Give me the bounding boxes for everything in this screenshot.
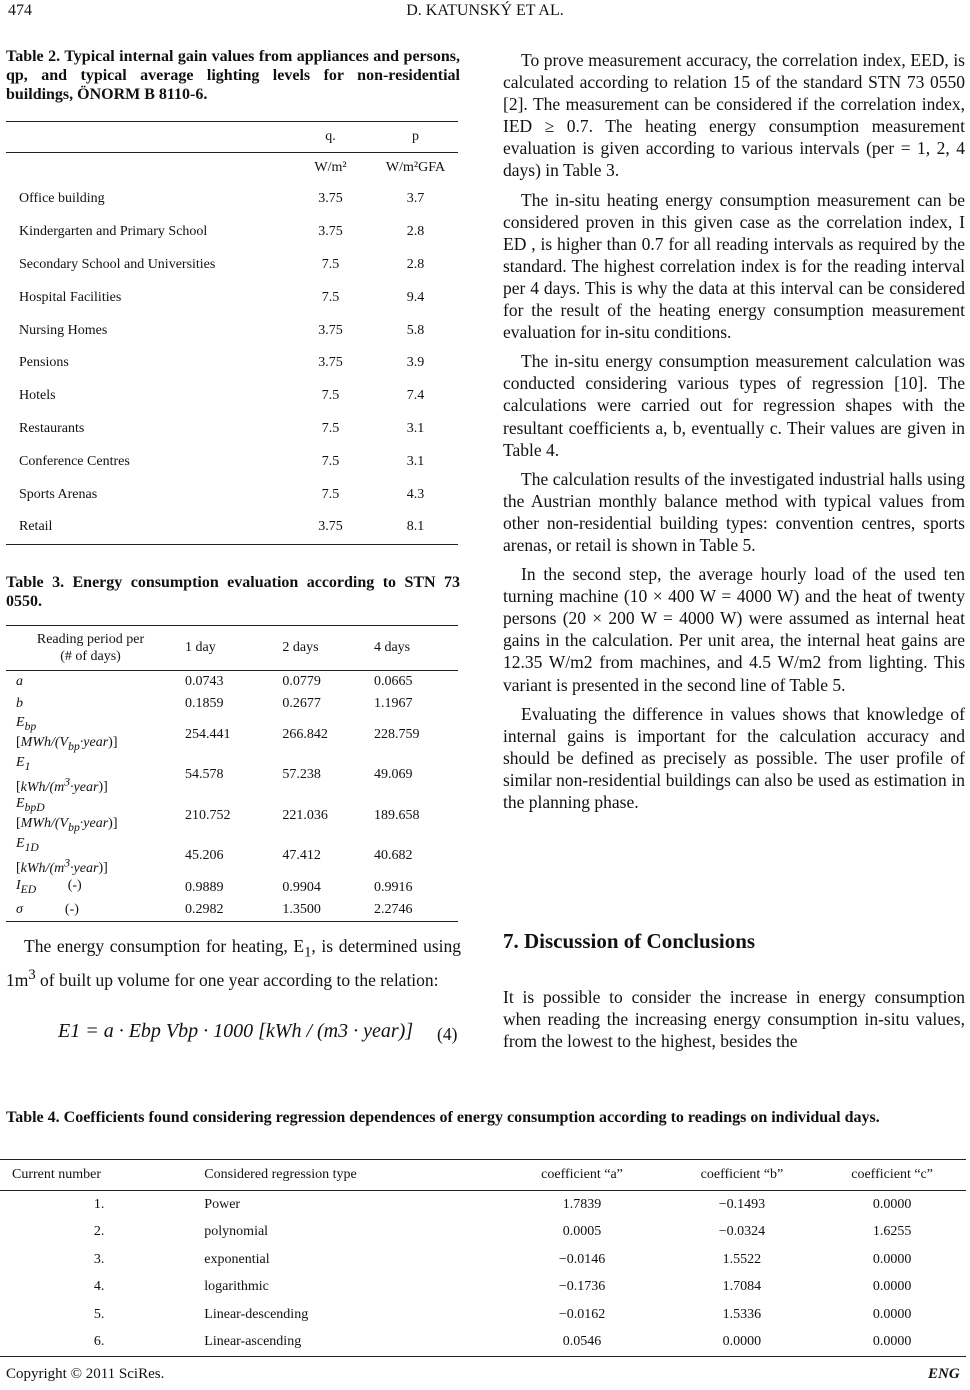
equation-number: (4): [437, 1024, 458, 1044]
t3-row-label: $E_{bpD}$ $[MWh/(V_{bp}\cdot year)]$: [16, 796, 118, 834]
t3-header-col: 2 days: [282, 640, 319, 655]
t3-cell: 1.3500: [282, 902, 321, 918]
t4-header: coefficient “b”: [700, 1167, 784, 1182]
t2-row-p: 8.1: [406, 519, 425, 535]
t4-cell: 0.0005: [562, 1224, 602, 1240]
t2-row-p: 2.8: [406, 224, 425, 240]
t3-cell: 57.238: [282, 767, 321, 783]
t2-row-name: Hospital Facilities: [19, 289, 122, 305]
t2-row-p: 9.4: [406, 289, 425, 305]
running-header-authors: D. KATUNSKÝ ET AL.: [406, 2, 564, 19]
t4-cell: Linear-ascending: [204, 1334, 302, 1350]
t4-cell: 1.6255: [872, 1224, 912, 1240]
t3-row-label: $E_1$ $[kWh/(m^3\cdot year)]$: [16, 754, 108, 796]
t3-cell: 0.9904: [282, 880, 321, 896]
t3-row-label: $I_{ED}$ (-): [16, 878, 82, 896]
t4-cell: Power: [204, 1196, 241, 1212]
t3-header-col: 4 days: [373, 640, 411, 655]
t2-row-name: Hotels: [19, 388, 56, 404]
t2-row-name: Sports Arenas: [19, 486, 98, 502]
table2-caption: Table 2. Typical internal gain values from appliances and persons, qp, and typical average lighting levels for non-residential buildings, ÖNORM B 8110-6.: [6, 48, 460, 103]
t4-cell: −0.1736: [558, 1279, 606, 1295]
t4-cell: −0.1493: [718, 1196, 766, 1212]
t3-cell: 45.206: [185, 848, 224, 864]
t3-cell: 49.069: [373, 767, 413, 783]
t2-row-p: 3.9: [406, 355, 425, 371]
t2-row-q: 7.5: [321, 453, 340, 469]
equation-4: E1 = a · Ebp Vbp · 1000 [kWh / (m3 · year)]: [58, 1020, 414, 1042]
t4-cell: exponential: [204, 1251, 270, 1267]
table3-caption: Table 3. Energy consumption evaluation according to STN 73 0550.: [6, 574, 460, 610]
t4-cell: 1.7084: [722, 1279, 762, 1295]
t2-row-q: 3.75: [318, 519, 343, 535]
t2-row-name: Restaurants: [19, 420, 85, 436]
t3-header-label-2: (# of days): [60, 649, 121, 664]
t2-unit-p: W/m²GFA: [385, 160, 446, 175]
t2-row-q: 7.5: [321, 289, 340, 305]
t4-cell: 0.0000: [872, 1196, 912, 1212]
t2-row-p: 7.4: [406, 388, 425, 404]
t2-row-p: 4.3: [406, 486, 425, 502]
table4-caption: Table 4. Coefficients found considering regression dependences of energy consumption according to readings on individual days.: [6, 1109, 880, 1126]
t2-header-q: q.: [325, 129, 336, 144]
t3-cell: 0.2982: [185, 902, 224, 918]
t2-row-q: 7.5: [321, 420, 340, 436]
t3-header-label: Reading period per: [36, 632, 145, 647]
t2-row-name: Secondary School and Universities: [19, 256, 216, 272]
t2-row-q: 3.75: [318, 191, 343, 207]
t2-row-p: 2.8: [406, 256, 425, 272]
t3-cell: 210.752: [185, 807, 231, 823]
para-second-step: In the second step, the average hourly load of the used ten turning machine (10 × 400 W = 4000 W) and the heat of twenty persons (20 × 200 W = 4000 W) were assumed as internal heat gains in the calculation. Per unit area, the internal heat gains are 12.35 W/m2 from machines, and 4.5 W/m2 from lighting. This variant is presented in the second line of Table 5.: [503, 564, 965, 695]
t4-cell: 4.: [93, 1279, 105, 1295]
t4-cell: 0.0000: [722, 1334, 762, 1350]
t2-row-q: 3.75: [318, 355, 343, 371]
left-paragraph: The energy consumption for heating, $E_1$, is determined using $1m^3$ of built up volume for one year according to the relation:: [6, 936, 461, 990]
footer-journal: ENG: [928, 1366, 960, 1382]
t2-row-q: 3.75: [318, 224, 343, 240]
t3-cell: 228.759: [373, 726, 420, 742]
t3-cell: 0.2677: [282, 696, 321, 711]
t4-header: coefficient “c”: [851, 1167, 933, 1182]
t2-row-name: Pensions: [19, 355, 69, 371]
para-results: The calculation results of the investigated industrial halls using the Austrian monthly balance method with typical values from other non-residential building types: convention centres, sports arenas, or retail is shown in Table 5.: [503, 468, 965, 555]
t3-row-label: a: [16, 674, 23, 689]
t3-cell: 2.2746: [373, 902, 413, 918]
t2-row-name: Conference Centres: [19, 453, 130, 469]
t4-cell: −0.0324: [718, 1224, 766, 1240]
t2-row-q: 7.5: [321, 256, 340, 272]
t4-cell: 1.5522: [722, 1251, 762, 1267]
right-column-text: [503, 49, 965, 813]
section-heading: 7. Discussion of Conclusions: [503, 929, 756, 953]
t3-cell: 54.578: [185, 767, 224, 783]
t2-row-p: 3.1: [406, 420, 425, 436]
footer-copyright: Copyright © 2011 SciRes.: [6, 1366, 165, 1382]
t2-header-p: p: [412, 129, 419, 144]
t3-cell: 0.1859: [185, 696, 224, 711]
section-paragraph: It is possible to consider the increase in energy consumption when reading the increasing energy consumption in-situ values, from the lowest to the highest, besides the: [503, 987, 965, 1052]
t4-cell: 0.0000: [872, 1334, 912, 1350]
t3-row-label: $E_{bp}$ $[MWh/(V_{bp}\cdot year)]$: [16, 715, 118, 753]
para-correlation: To prove measurement accuracy, the correlation index, EED, is calculated according to relation 15 of the standard STN 73 0550 [2]. The measurement can be considered if the correlation index, IED ≥ 0.7. The heating energy consumption measurement evaluation is given according to various intervals (per = 1, 2, 4 days) in Table 3.: [503, 50, 965, 181]
t3-cell: 0.0665: [373, 674, 413, 689]
t2-row-q: 3.75: [318, 322, 343, 338]
t3-cell: 0.9916: [373, 880, 413, 896]
t4-cell: 2.: [93, 1224, 105, 1240]
t2-row-p: 3.1: [406, 453, 425, 469]
t2-unit-q: W/m²: [314, 160, 347, 175]
t3-cell: 47.412: [282, 848, 321, 864]
table4: [0, 1159, 966, 1357]
t4-cell: 3.: [93, 1251, 105, 1267]
t4-cell: polynomial: [204, 1224, 269, 1240]
t4-cell: Linear-descending: [204, 1306, 309, 1322]
t3-cell: 221.036: [282, 807, 328, 823]
t2-row-name: Retail: [19, 519, 53, 535]
t3-cell: 0.9889: [185, 880, 224, 896]
para-in-situ: The in-situ heating energy consumption measurement can be considered proven in this given case as the correlation index, I ED , is higher than 0.7 for all reading intervals as required by the standard. The highest correlation index is for the reading interval per 4 days. This is why the data at this interval can be considered for the result of the heating energy consumption measurement evaluation for in-situ conditions.: [503, 189, 965, 343]
t4-header: Current number: [12, 1167, 102, 1182]
t3-row-label: σ (-): [16, 902, 79, 918]
table2: [6, 122, 458, 545]
t3-header-col: 1 day: [185, 640, 216, 655]
t4-cell: 0.0546: [562, 1334, 602, 1350]
t4-cell: 1.7839: [562, 1196, 602, 1212]
t2-row-name: Kindergarten and Primary School: [19, 224, 208, 240]
t4-header: coefficient “a”: [541, 1167, 623, 1182]
table3: [6, 625, 458, 922]
t4-cell: 0.0000: [872, 1306, 912, 1322]
para-evaluating: Evaluating the difference in values shows that knowledge of internal gains is important for the calculation accuracy and should be defined as precisely as possible. The user profile of similar non-residential buildings can also be used as estimation in the planning phase.: [503, 703, 965, 812]
t2-row-q: 7.5: [321, 388, 340, 404]
t3-cell: 1.1967: [373, 696, 413, 711]
t3-cell: 40.682: [373, 848, 413, 864]
para-regression: The in-situ energy consumption measurement calculation was conducted considering various types of regression [10]. The calculations were carried out for regression shapes with the resultant coefficients a, b, eventually c. Their values are given in Table 4.: [503, 351, 965, 460]
t3-row-label: b: [16, 696, 23, 711]
t4-cell: logarithmic: [204, 1279, 269, 1295]
t4-cell: 5.: [93, 1306, 105, 1322]
t4-header: Considered regression type: [204, 1167, 357, 1182]
t3-row-label: $E_{1D}$ $[kWh/(m^3\cdot year)]$: [16, 835, 108, 877]
t4-cell: 0.0000: [872, 1279, 912, 1295]
t4-cell: 1.5336: [722, 1306, 762, 1322]
t2-row-p: 3.7: [406, 191, 425, 207]
t3-cell: 189.658: [373, 807, 420, 823]
page-number: 474: [8, 2, 32, 19]
t2-row-q: 7.5: [321, 486, 340, 502]
t2-row-name: Office building: [19, 191, 105, 207]
t3-cell: 0.0743: [185, 674, 224, 689]
t4-cell: 0.0000: [872, 1251, 912, 1267]
t4-cell: −0.0162: [558, 1306, 606, 1322]
t3-cell: 254.441: [185, 726, 231, 742]
t2-row-name: Nursing Homes: [19, 322, 108, 338]
t3-cell: 0.0779: [282, 674, 321, 689]
t4-cell: −0.0146: [558, 1251, 606, 1267]
t3-cell: 266.842: [282, 726, 328, 742]
t2-row-p: 5.8: [406, 322, 425, 338]
t4-cell: 1.: [93, 1196, 105, 1212]
t4-cell: 6.: [93, 1334, 105, 1350]
